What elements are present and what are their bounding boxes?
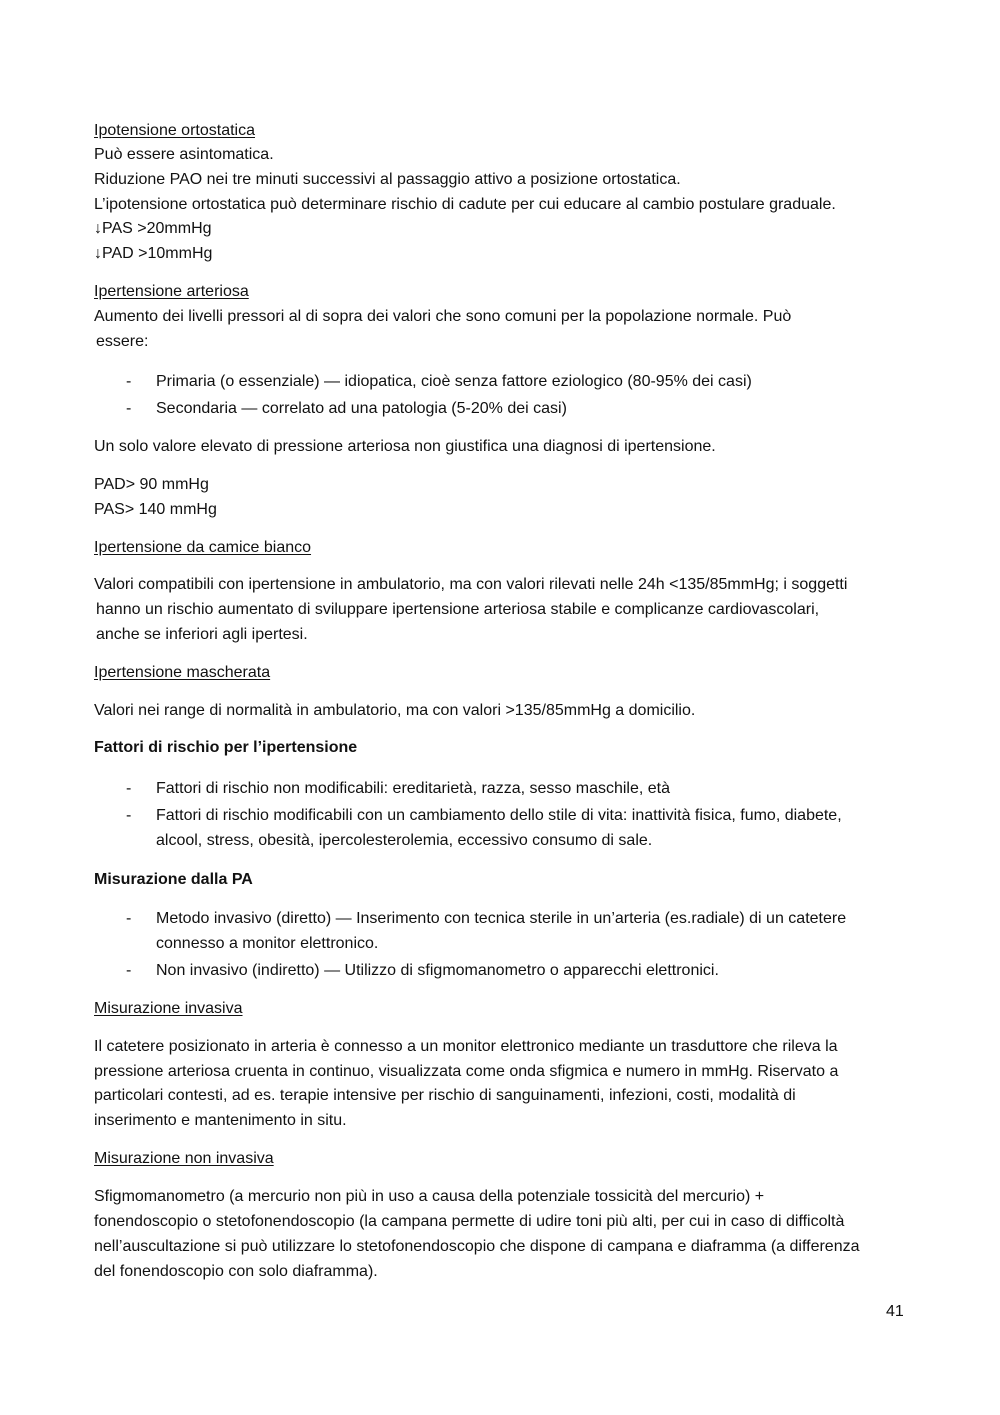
paragraph-line: Il catetere posizionato in arteria è connesso a un monitor elettronico mediante un trasduttore che rileva la xyxy=(94,1038,838,1055)
paragraph-line: nell’auscultazione si può utilizzare lo stetofonendoscopio che dispone di campana e diaframma (a differenza xyxy=(94,1238,860,1255)
value-pas: PAS> 140 mmHg xyxy=(94,501,217,518)
paragraph-line: Un solo valore elevato di pressione arteriosa non giustifica una diagnosi di ipertensione. xyxy=(94,438,716,455)
paragraph-line: fonendoscopio o stetofonendoscopio (la campana permette di udire toni più alti, per cui in caso di difficoltà xyxy=(94,1213,845,1230)
paragraph-line: anche se inferiori agli ipertesi. xyxy=(96,626,308,643)
page-number: 41 xyxy=(886,1303,904,1320)
paragraph-line: L’ipotensione ortostatica può determinare rischio di cadute per cui educare al cambio postulare graduale. xyxy=(94,196,836,213)
paragraph-line: Valori compatibili con ipertensione in ambulatorio, ma con valori rilevati nelle 24h <135/85mmHg; i soggetti xyxy=(94,576,848,593)
list-item: Non invasivo (indiretto) — Utilizzo di sfigmomanometro o apparecchi elettronici. xyxy=(156,962,719,979)
value-pas: ↓PAS >20mmHg xyxy=(94,220,212,237)
list-item: Metodo invasivo (diretto) — Inserimento con tecnica sterile in un’arteria (es.radiale) di un catetere xyxy=(156,910,847,927)
paragraph-line: pressione arteriosa cruenta in continuo, visualizzata come onda sfigmica e numero in mmHg. Riservato a xyxy=(94,1063,839,1080)
heading-misurazione-pa: Misurazione dalla PA xyxy=(94,871,253,888)
bullet-dash: - xyxy=(126,400,132,417)
heading-fattori-di-rischio: Fattori di rischio per l’ipertensione xyxy=(94,739,358,756)
list-item-continuation: alcool, stress, obesità, ipercolesterolemia, eccessivo consumo di sale. xyxy=(156,832,653,849)
list-item: Secondaria — correlato ad una patologia (5-20% dei casi) xyxy=(156,400,567,417)
list-item: Fattori di rischio non modificabili: ereditarietà, razza, sesso maschile, età xyxy=(156,780,670,797)
heading-ipotensione-ortostatica: Ipotensione ortostatica xyxy=(94,122,255,139)
heading-camice-bianco: Ipertensione da camice bianco xyxy=(94,539,312,556)
list-item: Fattori di rischio modificabili con un cambiamento dello stile di vita: inattività fisica, fumo, diabete, xyxy=(156,807,842,824)
paragraph-line: Può essere asintomatica. xyxy=(94,146,274,163)
paragraph-line: hanno un rischio aumentato di sviluppare ipertensione arteriosa stabile e complicanze cardiovascolari, xyxy=(96,601,820,618)
heading-ipertensione-arteriosa: Ipertensione arteriosa xyxy=(94,283,249,300)
paragraph-line: inserimento e mantenimento in situ. xyxy=(94,1112,347,1129)
paragraph-line: Valori nei range di normalità in ambulatorio, ma con valori >135/85mmHg a domicilio. xyxy=(94,702,696,719)
list-item: Primaria (o essenziale) — idiopatica, cioè senza fattore eziologico (80-95% dei casi) xyxy=(156,373,752,390)
heading-misurazione-invasiva: Misurazione invasiva xyxy=(94,1000,243,1017)
paragraph-line: particolari contesti, ad es. terapie intensive per rischio di sanguinamenti, infezioni, costi, modalità di xyxy=(94,1087,796,1104)
paragraph-line: Aumento dei livelli pressori al di sopra dei valori che sono comuni per la popolazione normale. Può xyxy=(94,308,792,325)
value-pad: PAD> 90 mmHg xyxy=(94,476,209,493)
bullet-dash: - xyxy=(126,910,132,927)
bullet-dash: - xyxy=(126,962,132,979)
heading-misurazione-non-invasiva: Misurazione non invasiva xyxy=(94,1150,274,1167)
paragraph-line: Sfigmomanometro (a mercurio non più in uso a causa della potenziale tossicità del mercurio) + xyxy=(94,1188,765,1205)
paragraph-line: Riduzione PAO nei tre minuti successivi al passaggio attivo a posizione ortostatica. xyxy=(94,171,681,188)
paragraph-line: essere: xyxy=(96,333,149,350)
bullet-dash: - xyxy=(126,807,132,824)
paragraph-line: del fonendoscopio con solo diaframma). xyxy=(94,1263,378,1280)
list-item-continuation: connesso a monitor elettronico. xyxy=(156,935,379,952)
value-pad: ↓PAD >10mmHg xyxy=(94,245,213,262)
bullet-dash: - xyxy=(126,780,132,797)
heading-ipertensione-mascherata: Ipertensione mascherata xyxy=(94,664,271,681)
bullet-dash: - xyxy=(126,373,132,390)
